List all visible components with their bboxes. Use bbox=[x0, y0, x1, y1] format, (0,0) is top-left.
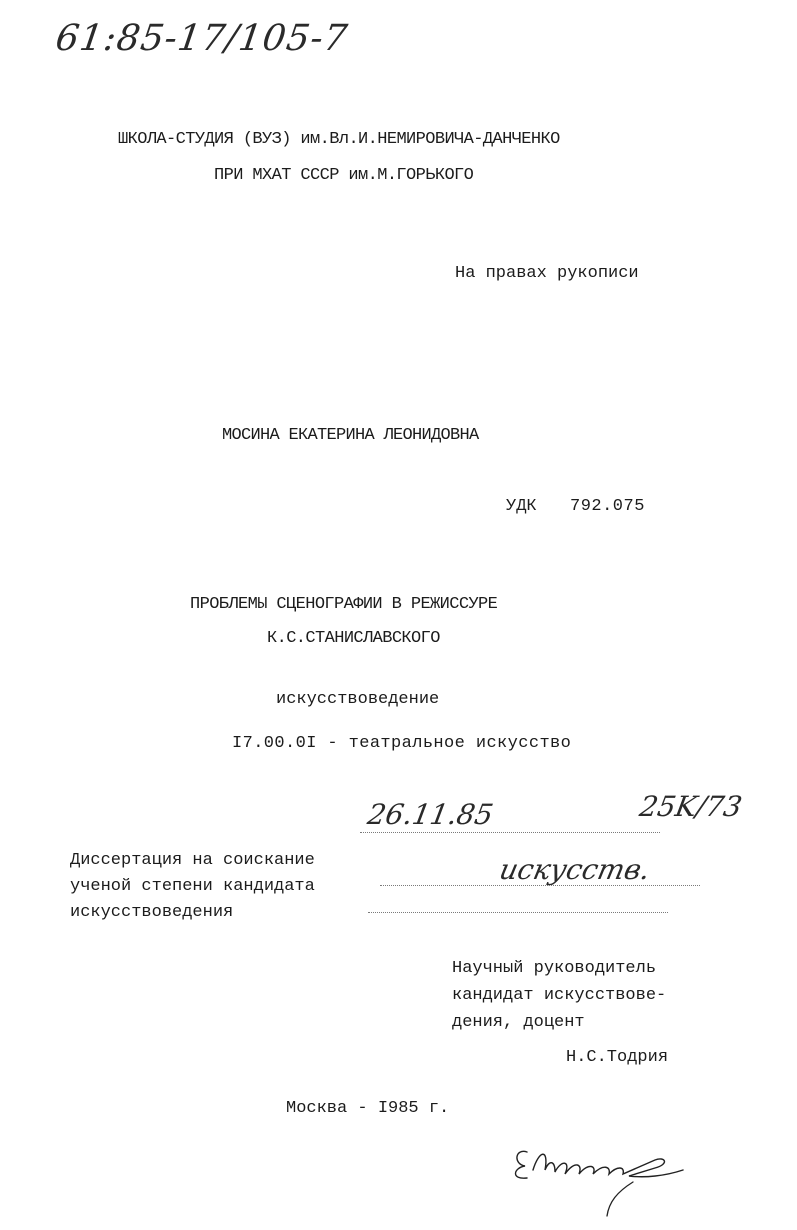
archive-number-handwritten: 61:85-17/105-7 bbox=[53, 18, 351, 59]
supervisor-line-3: дения, доцент bbox=[452, 1013, 585, 1032]
stamp-code-handwritten: 25K/73 bbox=[637, 790, 745, 823]
supervisor-name: Н.С.Тодрия bbox=[566, 1048, 669, 1067]
institution-line-2: ПРИ МХАТ СССР им.М.ГОРЬКОГО bbox=[214, 166, 474, 185]
institution-line-1: ШКОЛА-СТУДИЯ (ВУЗ) им.Вл.И.НЕМИРОВИЧА-ДАНЧЕНКО bbox=[118, 130, 560, 149]
specialty-code: I7.00.0I - театральное искусство bbox=[232, 734, 572, 753]
author-name: МОСИНА ЕКАТЕРИНА ЛЕОНИДОВНА bbox=[222, 426, 479, 445]
supervisor-line-1: Научный руководитель bbox=[452, 959, 657, 978]
manuscript-note: На правах рукописи bbox=[455, 264, 639, 283]
stamp-dotted-line-1 bbox=[360, 832, 660, 833]
dissertation-note-line-3: искусствоведения bbox=[70, 903, 234, 922]
dissertation-note-line-2: ученой степени кандидата bbox=[70, 877, 315, 896]
field-of-study: искусствоведение bbox=[276, 690, 440, 709]
stamp-word-handwritten: искусств. bbox=[496, 853, 654, 886]
udc-value: 792.075 bbox=[570, 497, 645, 516]
dissertation-note-line-1: Диссертация на соискание bbox=[70, 851, 315, 870]
supervisor-line-2: кандидат искусствове- bbox=[452, 986, 667, 1005]
stamp-date-handwritten: 26.11.85 bbox=[365, 798, 496, 831]
stamp-dotted-line-2 bbox=[380, 885, 700, 886]
stamp-dotted-line-3 bbox=[368, 912, 668, 913]
dissertation-title-line-1: ПРОБЛЕМЫ СЦЕНОГРАФИИ В РЕЖИССУРЕ bbox=[190, 595, 498, 614]
dissertation-title-line-2: К.С.СТАНИСЛАВСКОГО bbox=[267, 629, 440, 648]
author-signature bbox=[505, 1130, 695, 1220]
udc-label: УДК bbox=[506, 497, 537, 516]
city-year: Москва - I985 г. bbox=[286, 1099, 450, 1118]
